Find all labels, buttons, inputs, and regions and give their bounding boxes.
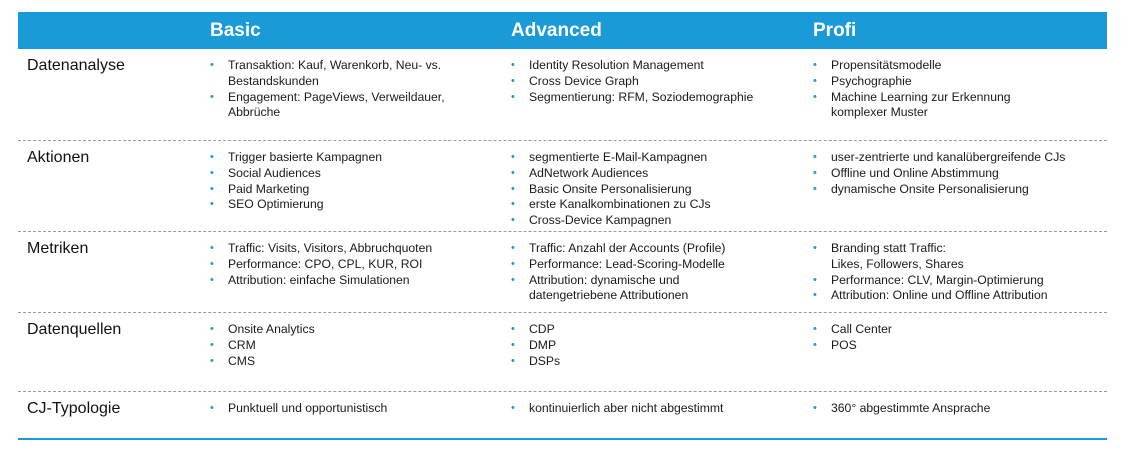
item-text: Paid Marketing [228,181,310,196]
bullet-icon: • [511,273,515,286]
bullet-icon: • [210,354,214,367]
item-text: Engagement: PageViews, Verweildauer, Abbrüche [228,89,445,120]
list-item [210,241,511,257]
bullet-icon: • [813,90,817,103]
list-item [511,166,813,182]
bullet-icon: • [813,59,817,71]
row-label: Aktionen [27,149,90,166]
table-body [18,49,1107,438]
bullet-icon: • [511,166,515,179]
bullet-icon: • [813,151,817,163]
bullet-icon: • [813,166,817,179]
comparison-table [18,12,1107,438]
list-item [511,241,813,257]
item-text: Transaktion: Kauf, Warenkorb, Neu- vs. Bestandskunden [228,58,442,88]
item-text: AdNetwork Audiences [529,165,649,180]
bullet-icon: • [511,59,515,71]
bullet-icon: • [210,402,214,414]
cell-c1 [210,313,511,391]
list-item [210,90,511,122]
item-text: Propensitätsmodelle [831,58,942,72]
bullet-icon: • [813,74,817,87]
cell-c3 [813,141,1107,231]
list-item [210,322,511,338]
list-item [813,182,1107,198]
cell-c1 [210,232,511,312]
list-item [813,150,1107,166]
item-text: Attribution: einfache Simulationen [228,272,410,287]
list-item [511,74,813,90]
row-label: CJ-Typologie [27,400,121,417]
item-text: Performance: CPO, CPL, KUR, ROI [228,256,423,271]
item-text: Cross Device Graph [529,73,639,88]
item-text: Social Audiences [228,165,321,180]
bullet-icon: • [813,402,817,414]
list-item [210,401,511,417]
list-item [813,322,1107,338]
table-row [18,392,1107,438]
bullet-icon: • [210,151,214,163]
header-basic: Basic [210,19,261,41]
bullet-icon: • [210,242,214,254]
list-item [813,288,1107,304]
row-label: Datenanalyse [27,57,125,74]
bullet-list [813,322,1107,354]
cell-c2 [511,313,813,391]
bullet-icon: • [210,257,214,270]
item-text: Offline und Online Abstimmung [831,165,999,180]
bullet-list [813,58,1107,121]
list-item [210,166,511,182]
item-text: Psychographie [831,73,912,88]
item-text: Call Center [831,322,892,336]
bullet-list [511,150,813,229]
bullet-icon: • [511,198,515,211]
list-item [813,166,1107,182]
bullet-list [511,401,813,417]
item-text: DSPs [529,353,561,368]
bullet-list [813,150,1107,197]
bullet-icon: • [813,338,817,351]
list-item [511,257,813,273]
bullet-icon: • [511,151,515,163]
item-text: SEO Optimierung [228,197,324,212]
list-item [813,338,1107,354]
list-item [813,74,1107,90]
bullet-icon: • [210,166,214,179]
list-item [511,90,813,106]
list-item [511,401,813,417]
list-item [210,58,511,90]
item-text: erste Kanalkombinationen zu CJs [529,197,711,212]
cell-c1 [210,49,511,140]
table-row [18,49,1107,141]
bullet-icon: • [511,354,515,367]
bullet-icon: • [511,338,515,351]
list-item [813,273,1107,289]
cell-c1 [210,392,511,438]
list-item [210,354,511,370]
cell-c2 [511,141,813,231]
bullet-icon: • [210,59,214,71]
list-item [511,322,813,338]
bullet-list [210,322,511,369]
bullet-icon: • [511,242,515,254]
bullet-icon: • [210,198,214,211]
item-text: Performance: Lead-Scoring-Modelle [529,256,725,271]
cell-c1 [210,141,511,231]
item-text: Traffic: Visits, Visitors, Abbruchquoten [228,241,433,255]
bullet-icon: • [210,273,214,286]
table-row [18,232,1107,313]
item-text: kontinuierlich aber nicht abgestimmt [529,401,724,415]
bullet-icon: • [813,242,817,254]
bullet-icon: • [511,214,515,227]
bullet-list [813,401,1107,417]
list-item [511,182,813,198]
bullet-icon: • [511,323,515,335]
item-text: segmentierte E-Mail-Kampagnen [529,150,708,164]
item-text: Attribution: dynamische und datengetriebene Attributionen [529,272,689,303]
list-item [813,90,1107,122]
cell-c2 [511,392,813,438]
cell-c2 [511,49,813,140]
bullet-list [210,241,511,288]
bullet-list [511,322,813,369]
list-item [210,182,511,198]
bullet-icon: • [511,402,515,414]
bullet-icon: • [813,323,817,335]
list-item [813,241,1107,273]
bullet-list [210,401,511,417]
list-item [813,401,1107,417]
item-text: Branding statt Traffic: Likes, Followers, Shares [831,241,964,271]
table-row [18,313,1107,392]
bullet-icon: • [511,74,515,87]
item-text: Basic Onsite Personalisierung [529,181,692,196]
cell-c3 [813,392,1107,438]
bullet-icon: • [511,257,515,270]
list-item [813,58,1107,74]
list-item [210,273,511,289]
bullet-icon: • [210,90,214,103]
table-header [18,12,1107,49]
item-text: Punktuell und opportunistisch [228,401,388,415]
bullet-icon: • [813,273,817,286]
cell-c3 [813,49,1107,140]
item-text: Identity Resolution Management [529,58,704,72]
list-item [210,150,511,166]
cell-c3 [813,313,1107,391]
list-item [210,257,511,273]
item-text: Performance: CLV, Margin-Optimierung [831,272,1044,287]
list-item [511,354,813,370]
row-label: Datenquellen [27,321,122,338]
bottom-rule [18,438,1107,440]
item-text: user-zentrierte und kanalübergreifende CJs [831,150,1066,164]
bullet-icon: • [210,323,214,335]
item-text: CRM [228,337,256,352]
list-item [511,150,813,166]
bullet-list [210,58,511,121]
bullet-icon: • [511,90,515,103]
bullet-icon: • [813,289,817,302]
header-profi: Profi [813,19,857,41]
bullet-icon: • [511,182,515,195]
bullet-list [511,58,813,105]
item-text: Cross-Device Kampagnen [529,213,672,228]
list-item [511,273,813,305]
item-text: Attribution: Online und Offline Attribution [831,288,1048,303]
bullet-list [813,241,1107,304]
table-row [18,141,1107,232]
item-text: Trigger basierte Kampagnen [228,150,383,164]
cell-c3 [813,232,1107,312]
item-text: Onsite Analytics [228,322,315,336]
item-text: CDP [529,322,555,336]
list-item [511,197,813,213]
cell-c2 [511,232,813,312]
item-text: 360° abgestimmte Ansprache [831,401,991,415]
item-text: DMP [529,337,557,352]
bullet-icon: • [210,338,214,351]
list-item [511,58,813,74]
bullet-list [210,150,511,213]
item-text: Machine Learning zur Erkennung komplexer Muster [831,89,1011,120]
list-item [511,338,813,354]
item-text: Segmentierung: RFM, Soziodemographie [529,89,754,104]
bullet-icon: • [210,182,214,195]
item-text: Traffic: Anzahl der Accounts (Profile) [529,241,726,255]
bullet-list [511,241,813,304]
header-advanced: Advanced [511,19,602,41]
item-text: CMS [228,353,256,368]
item-text: POS [831,337,857,352]
list-item [511,213,813,229]
list-item [210,197,511,213]
list-item [210,338,511,354]
item-text: dynamische Onsite Personalisierung [831,181,1029,196]
row-label: Metriken [27,240,89,257]
bullet-icon: • [813,182,817,195]
